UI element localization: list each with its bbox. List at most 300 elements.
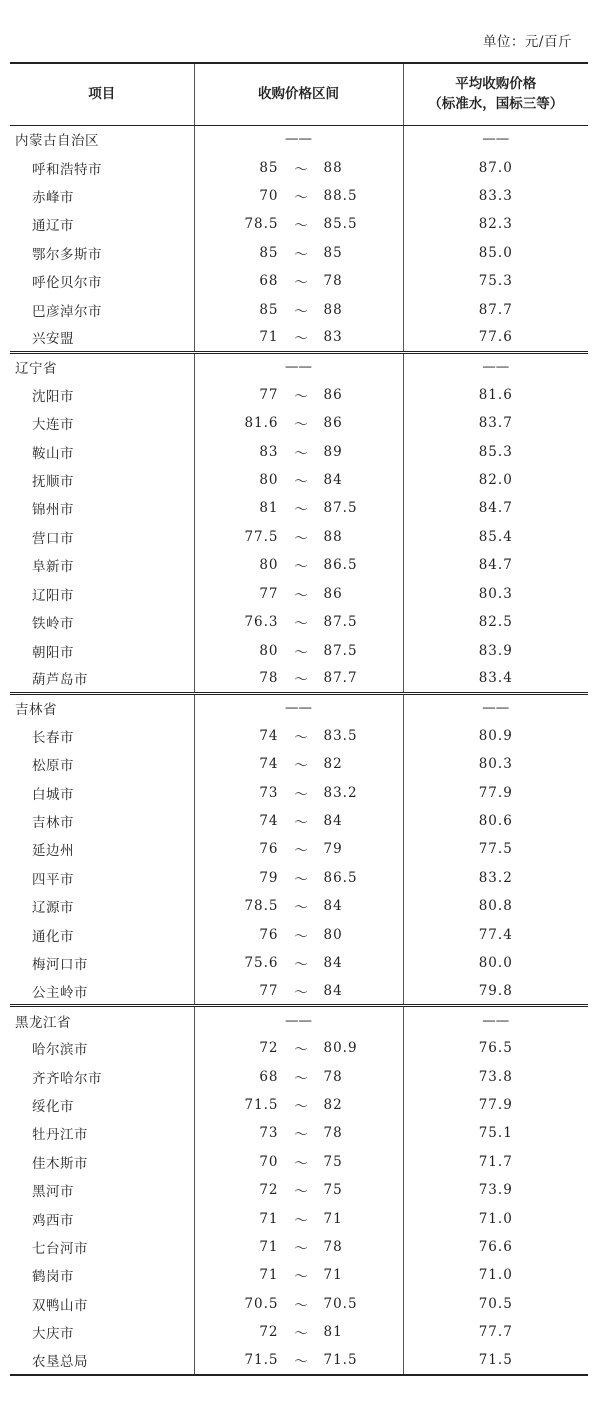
range-low: 71 xyxy=(259,1267,279,1284)
price-range xyxy=(194,1233,403,1261)
table-body xyxy=(10,125,588,1375)
average-price: 83.4 xyxy=(478,670,513,687)
average-price: 84.7 xyxy=(478,500,513,517)
city-row xyxy=(10,381,588,409)
range-low: 72 xyxy=(259,1040,279,1057)
city-row xyxy=(10,665,588,693)
range-low: 77 xyxy=(259,585,279,602)
city-name: 辽阳市 xyxy=(10,580,194,608)
price-range xyxy=(194,892,403,920)
city-name: 黑河市 xyxy=(10,1176,194,1204)
price-range xyxy=(194,1318,403,1346)
city-row xyxy=(10,437,588,465)
average-price: 84.7 xyxy=(478,557,513,574)
province-name: 辽宁省 xyxy=(10,352,194,380)
average-price: 77.6 xyxy=(478,329,513,346)
range-separator: ～ xyxy=(294,871,308,888)
range-separator: ～ xyxy=(294,1155,308,1172)
city-name: 辽源市 xyxy=(10,892,194,920)
range-separator: ～ xyxy=(294,190,308,207)
average-price: 87.0 xyxy=(478,159,513,176)
city-name: 铁岭市 xyxy=(10,608,194,636)
city-row xyxy=(10,949,588,977)
range-low: 76 xyxy=(259,926,279,943)
city-name: 赤峰市 xyxy=(10,182,194,210)
city-row xyxy=(10,1261,588,1289)
range-low: 85 xyxy=(259,159,279,176)
range-low: 80 xyxy=(259,557,279,574)
city-name: 绥化市 xyxy=(10,1091,194,1119)
range-separator: ～ xyxy=(294,928,308,945)
average-price: 85.0 xyxy=(478,244,513,261)
range-high: 88 xyxy=(323,159,343,176)
city-row xyxy=(10,636,588,664)
price-range xyxy=(194,295,403,323)
range-high: 86.5 xyxy=(323,557,358,574)
province-row xyxy=(10,693,588,721)
range-high: 84 xyxy=(323,954,343,971)
range-separator: ～ xyxy=(294,1269,308,1286)
range-separator: ～ xyxy=(294,1241,308,1258)
range-separator: ～ xyxy=(294,388,308,405)
range-separator: ～ xyxy=(294,587,308,604)
range-low: 81.6 xyxy=(244,415,279,432)
city-name: 鹤岗市 xyxy=(10,1261,194,1289)
average-price: 77.4 xyxy=(478,926,513,943)
range-separator: ～ xyxy=(294,1354,308,1371)
city-row xyxy=(10,409,588,437)
city-row xyxy=(10,295,588,323)
range-low: 74 xyxy=(259,727,279,744)
range-separator: ～ xyxy=(294,246,308,263)
city-row xyxy=(10,466,588,494)
city-row xyxy=(10,1119,588,1147)
range-low: 71 xyxy=(259,1239,279,1256)
price-range xyxy=(194,864,403,892)
range-high: 87.5 xyxy=(323,500,358,517)
city-row xyxy=(10,494,588,522)
range-high: 78 xyxy=(323,1239,343,1256)
range-high: 82 xyxy=(323,1097,343,1114)
range-low: 72 xyxy=(259,1182,279,1199)
average-price: 80.8 xyxy=(478,898,513,915)
city-row xyxy=(10,239,588,267)
range-high: 85.5 xyxy=(323,216,358,233)
average-dash: —— xyxy=(403,1006,588,1034)
average-price: 77.7 xyxy=(478,1324,513,1341)
city-name: 朝阳市 xyxy=(10,636,194,664)
range-low: 79 xyxy=(259,869,279,886)
range-low: 74 xyxy=(259,812,279,829)
range-low: 80 xyxy=(259,642,279,659)
range-separator: ～ xyxy=(294,161,308,178)
range-dash: —— xyxy=(194,352,403,380)
city-row xyxy=(10,551,588,579)
range-high: 88.5 xyxy=(323,188,358,205)
average-price: 71.0 xyxy=(478,1210,513,1227)
city-row xyxy=(10,835,588,863)
range-separator: ～ xyxy=(294,417,308,434)
city-row xyxy=(10,977,588,1005)
range-separator: ～ xyxy=(294,331,308,348)
header-average xyxy=(403,63,588,125)
province-name: 黑龙江省 xyxy=(10,1006,194,1034)
range-separator: ～ xyxy=(294,644,308,661)
range-low: 71.5 xyxy=(244,1352,279,1369)
city-row xyxy=(10,1290,588,1318)
header-average-line2: （标准水，国标三等） xyxy=(428,96,564,113)
city-name: 呼伦贝尔市 xyxy=(10,267,194,295)
range-high: 78 xyxy=(323,273,343,290)
city-row xyxy=(10,1062,588,1090)
average-price: 81.6 xyxy=(478,386,513,403)
average-price: 83.2 xyxy=(478,869,513,886)
price-range xyxy=(194,750,403,778)
city-name: 大庆市 xyxy=(10,1318,194,1346)
city-name: 锦州市 xyxy=(10,494,194,522)
city-name: 沈阳市 xyxy=(10,381,194,409)
city-name: 兴安盟 xyxy=(10,324,194,352)
range-separator: ～ xyxy=(294,218,308,235)
price-range xyxy=(194,835,403,863)
province-name: 吉林省 xyxy=(10,693,194,721)
city-row xyxy=(10,778,588,806)
price-range xyxy=(194,778,403,806)
range-low: 77 xyxy=(259,386,279,403)
city-row xyxy=(10,1318,588,1346)
city-row xyxy=(10,1091,588,1119)
city-name: 延边州 xyxy=(10,835,194,863)
average-price: 73.9 xyxy=(478,1182,513,1199)
range-high: 71 xyxy=(323,1210,343,1227)
range-high: 86 xyxy=(323,585,343,602)
range-low: 85 xyxy=(259,244,279,261)
city-name: 牡丹江市 xyxy=(10,1119,194,1147)
range-separator: ～ xyxy=(294,814,308,831)
price-range xyxy=(194,1119,403,1147)
price-range xyxy=(194,1062,403,1090)
province-name: 内蒙古自治区 xyxy=(10,125,194,153)
province-row xyxy=(10,1006,588,1034)
range-high: 82 xyxy=(323,756,343,773)
average-price: 77.5 xyxy=(478,841,513,858)
average-price: 73.8 xyxy=(478,1068,513,1085)
price-range xyxy=(194,636,403,664)
average-price: 80.0 xyxy=(478,954,513,971)
city-row xyxy=(10,523,588,551)
range-separator: ～ xyxy=(294,502,308,519)
range-high: 83 xyxy=(323,329,343,346)
range-low: 83 xyxy=(259,443,279,460)
average-price: 80.3 xyxy=(478,756,513,773)
average-price: 80.3 xyxy=(478,585,513,602)
average-price: 76.6 xyxy=(478,1239,513,1256)
range-separator: ～ xyxy=(294,786,308,803)
range-high: 88 xyxy=(323,301,343,318)
range-high: 84 xyxy=(323,898,343,915)
range-low: 71 xyxy=(259,329,279,346)
price-range xyxy=(194,977,403,1005)
city-row xyxy=(10,1176,588,1204)
city-row xyxy=(10,1034,588,1062)
price-range xyxy=(194,1261,403,1289)
city-row xyxy=(10,1204,588,1232)
range-separator: ～ xyxy=(294,1099,308,1116)
range-separator: ～ xyxy=(294,956,308,973)
range-high: 87.5 xyxy=(323,642,358,659)
range-high: 87.7 xyxy=(323,670,358,687)
range-dash: —— xyxy=(194,693,403,721)
range-separator: ～ xyxy=(294,758,308,775)
price-range xyxy=(194,665,403,693)
price-range xyxy=(194,807,403,835)
average-price: 87.7 xyxy=(478,301,513,318)
price-table xyxy=(10,62,588,1376)
range-high: 70.5 xyxy=(323,1295,358,1312)
range-high: 71.5 xyxy=(323,1352,358,1369)
city-name: 通辽市 xyxy=(10,210,194,238)
unit-label: 单位：元/百斤 xyxy=(482,34,572,50)
price-range xyxy=(194,1091,403,1119)
range-separator: ～ xyxy=(294,530,308,547)
range-low: 72 xyxy=(259,1324,279,1341)
price-range xyxy=(194,1148,403,1176)
range-low: 71.5 xyxy=(244,1097,279,1114)
city-name: 双鸭山市 xyxy=(10,1290,194,1318)
range-separator: ～ xyxy=(294,474,308,491)
range-low: 73 xyxy=(259,1125,279,1142)
city-row xyxy=(10,1148,588,1176)
average-price: 70.5 xyxy=(478,1295,513,1312)
city-name: 营口市 xyxy=(10,523,194,551)
province-row xyxy=(10,352,588,380)
city-row xyxy=(10,1233,588,1261)
average-price: 71.7 xyxy=(478,1153,513,1170)
range-high: 83.5 xyxy=(323,727,358,744)
city-row xyxy=(10,324,588,352)
range-low: 68 xyxy=(259,273,279,290)
average-price: 80.9 xyxy=(478,727,513,744)
city-row xyxy=(10,920,588,948)
price-range xyxy=(194,153,403,181)
range-low: 74 xyxy=(259,756,279,773)
range-high: 75 xyxy=(323,1153,343,1170)
city-name: 通化市 xyxy=(10,920,194,948)
average-price: 83.7 xyxy=(478,415,513,432)
city-name: 农垦总局 xyxy=(10,1346,194,1374)
price-range xyxy=(194,551,403,579)
range-separator: ～ xyxy=(294,984,308,1001)
price-range xyxy=(194,494,403,522)
range-low: 76.3 xyxy=(244,614,279,631)
range-separator: ～ xyxy=(294,1297,308,1314)
range-low: 70.5 xyxy=(244,1295,279,1312)
range-separator: ～ xyxy=(294,1212,308,1229)
city-row xyxy=(10,608,588,636)
province-row xyxy=(10,125,588,153)
range-separator: ～ xyxy=(294,729,308,746)
range-low: 70 xyxy=(259,188,279,205)
price-range xyxy=(194,437,403,465)
range-separator: ～ xyxy=(294,303,308,320)
range-low: 76 xyxy=(259,841,279,858)
average-price: 76.5 xyxy=(478,1040,513,1057)
city-row xyxy=(10,1346,588,1374)
average-dash: —— xyxy=(403,352,588,380)
range-separator: ～ xyxy=(294,672,308,689)
range-high: 75 xyxy=(323,1182,343,1199)
city-name: 长春市 xyxy=(10,722,194,750)
city-name: 齐齐哈尔市 xyxy=(10,1062,194,1090)
range-separator: ～ xyxy=(294,559,308,576)
range-low: 80 xyxy=(259,472,279,489)
average-dash: —— xyxy=(482,131,510,148)
average-price: 85.3 xyxy=(478,443,513,460)
city-name: 白城市 xyxy=(10,778,194,806)
city-name: 四平市 xyxy=(10,864,194,892)
city-name: 葫芦岛市 xyxy=(10,665,194,693)
city-row xyxy=(10,182,588,210)
average-price: 77.9 xyxy=(478,784,513,801)
range-dash: —— xyxy=(194,125,403,153)
range-high: 84 xyxy=(323,812,343,829)
range-high: 80 xyxy=(323,926,343,943)
table-header-row xyxy=(10,63,588,125)
range-high: 84 xyxy=(323,982,343,999)
city-name: 鄂尔多斯市 xyxy=(10,239,194,267)
range-separator: ～ xyxy=(294,1326,308,1343)
price-range xyxy=(194,1346,403,1374)
average-price: 85.4 xyxy=(478,528,513,545)
city-name: 抚顺市 xyxy=(10,466,194,494)
average-price: 71.5 xyxy=(403,1346,588,1374)
range-low: 77.5 xyxy=(244,528,279,545)
range-separator: ～ xyxy=(294,616,308,633)
range-high: 78 xyxy=(323,1125,343,1142)
range-high: 88 xyxy=(323,528,343,545)
range-dash: —— xyxy=(194,1006,403,1034)
range-low: 77 xyxy=(259,982,279,999)
range-high: 85 xyxy=(323,244,343,261)
price-range xyxy=(194,1290,403,1318)
header-range: 收购价格区间 xyxy=(194,63,403,125)
average-price: 82.5 xyxy=(478,614,513,631)
range-low: 78.5 xyxy=(244,216,279,233)
range-low: 68 xyxy=(259,1068,279,1085)
range-low: 81 xyxy=(259,500,279,517)
city-row xyxy=(10,864,588,892)
range-high: 79 xyxy=(323,841,343,858)
range-high: 86 xyxy=(323,386,343,403)
header-average-line1: 平均收购价格 xyxy=(455,76,537,93)
city-row xyxy=(10,210,588,238)
city-row xyxy=(10,892,588,920)
range-separator: ～ xyxy=(294,1070,308,1087)
range-separator: ～ xyxy=(294,445,308,462)
city-row xyxy=(10,153,588,181)
range-low: 78 xyxy=(259,670,279,687)
price-range xyxy=(194,608,403,636)
city-name: 哈尔滨市 xyxy=(10,1034,194,1062)
average-price: 80.6 xyxy=(478,812,513,829)
average-price: 71.0 xyxy=(478,1267,513,1284)
city-name: 松原市 xyxy=(10,750,194,778)
city-name: 梅河口市 xyxy=(10,949,194,977)
city-name: 公主岭市 xyxy=(10,977,194,1005)
range-high: 71 xyxy=(323,1267,343,1284)
price-range xyxy=(194,1204,403,1232)
city-name: 吉林市 xyxy=(10,807,194,835)
range-low: 73 xyxy=(259,784,279,801)
average-price: 75.3 xyxy=(478,273,513,290)
city-row xyxy=(10,722,588,750)
average-price: 83.9 xyxy=(478,642,513,659)
city-name: 鞍山市 xyxy=(10,437,194,465)
price-range xyxy=(194,324,403,352)
header-item: 项目 xyxy=(10,63,194,125)
range-separator: ～ xyxy=(294,900,308,917)
range-separator: ～ xyxy=(294,1042,308,1059)
range-high: 86.5 xyxy=(323,869,358,886)
city-name: 呼和浩特市 xyxy=(10,153,194,181)
city-row xyxy=(10,807,588,835)
city-row xyxy=(10,267,588,295)
range-high: 84 xyxy=(323,472,343,489)
price-range xyxy=(194,210,403,238)
range-high: 87.5 xyxy=(323,614,358,631)
range-separator: ～ xyxy=(294,275,308,292)
range-high: 83.2 xyxy=(323,784,358,801)
price-range xyxy=(194,1176,403,1204)
range-high: 86 xyxy=(323,415,343,432)
range-low: 85 xyxy=(259,301,279,318)
range-low: 71 xyxy=(259,1210,279,1227)
range-high: 89 xyxy=(323,443,343,460)
average-price: 82.0 xyxy=(478,472,513,489)
city-name: 大连市 xyxy=(10,409,194,437)
price-range xyxy=(194,1034,403,1062)
city-name: 阜新市 xyxy=(10,551,194,579)
range-low: 75.6 xyxy=(244,954,279,971)
price-range xyxy=(194,920,403,948)
range-high: 81 xyxy=(323,1324,343,1341)
price-range xyxy=(194,466,403,494)
price-range xyxy=(194,409,403,437)
range-high: 78 xyxy=(323,1068,343,1085)
range-low: 78.5 xyxy=(244,898,279,915)
city-name: 七台河市 xyxy=(10,1233,194,1261)
price-range xyxy=(194,381,403,409)
average-price: 82.3 xyxy=(478,216,513,233)
city-name: 巴彦淖尔市 xyxy=(10,295,194,323)
average-price: 79.8 xyxy=(478,982,513,999)
range-high: 80.9 xyxy=(323,1040,358,1057)
price-range xyxy=(194,580,403,608)
range-separator: ～ xyxy=(294,1127,308,1144)
city-name: 佳木斯市 xyxy=(10,1148,194,1176)
average-price: 77.9 xyxy=(478,1097,513,1114)
range-low: 70 xyxy=(259,1153,279,1170)
average-price: 83.3 xyxy=(478,188,513,205)
average-price: 75.1 xyxy=(478,1125,513,1142)
range-separator: ～ xyxy=(294,1184,308,1201)
price-range xyxy=(194,523,403,551)
price-range xyxy=(194,239,403,267)
price-range xyxy=(194,949,403,977)
range-separator: ～ xyxy=(294,843,308,860)
city-name: 鸡西市 xyxy=(10,1204,194,1232)
price-range xyxy=(194,182,403,210)
